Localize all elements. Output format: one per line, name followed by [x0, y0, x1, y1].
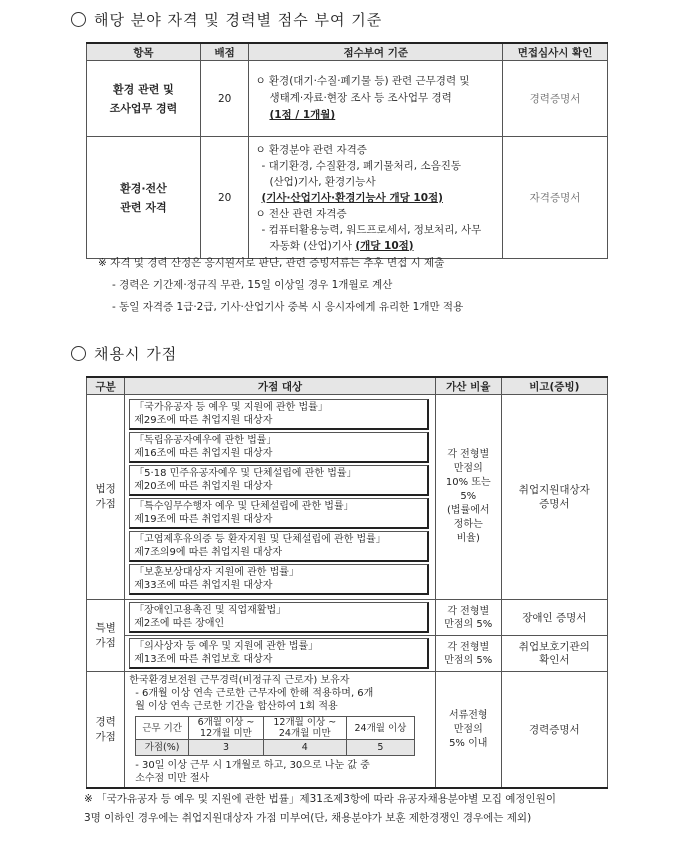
- career-rate: 서류전형 만점의 5% 이내: [435, 672, 501, 789]
- list-item: 「보훈보상대상자 지원에 관한 법률」 제33조에 따른 취업지원 대상자: [129, 564, 429, 595]
- section2-title: 채용시 가점: [71, 343, 177, 364]
- criteria-line: - 컴퓨터활용능력, 워드프로세서, 정보처리, 사무: [261, 223, 482, 236]
- list-item: 「독립유공자예우에 관한 법률」 제16조에 따른 취업지원 대상자: [129, 432, 429, 463]
- col-header-rate: 가산 비율: [435, 377, 501, 395]
- points-value: 3: [189, 740, 264, 756]
- col-header-note: 비고(증빙): [501, 377, 607, 395]
- special-item: 「장애인고용촉진 및 직업재활법」 제2조에 따른 장애인: [125, 600, 436, 636]
- criteria-line: (산업)기사, 환경기능사: [269, 175, 376, 188]
- points-value: 5: [346, 740, 415, 756]
- list-item: 「고엽제후유의증 등 환자지원 및 단체설립에 관한 법률」 제7조의9에 따른 취업지원 대상자: [129, 531, 429, 562]
- period-header: 12개월 이상 ~ 24개월 미만: [263, 717, 346, 740]
- table-row-special: [87, 600, 608, 636]
- row-criteria: [249, 137, 503, 259]
- period-header: 6개월 이상 ~ 12개월 미만: [189, 717, 264, 740]
- legal-items: [125, 395, 436, 600]
- row-verify: 자격증명서: [503, 137, 608, 259]
- table-row: [87, 137, 608, 259]
- row-criteria: [249, 61, 503, 137]
- career-note: 경력증명서: [501, 672, 607, 789]
- row-item: 환경·전산 관련 자격: [87, 137, 201, 259]
- criteria-line: ㅇ 환경(대기·수질·폐기물 등) 관련 근무경력 및: [255, 75, 470, 87]
- criteria-line: ㅇ 환경분야 관련 자격증: [255, 143, 367, 156]
- criteria-line: - 대기환경, 수질환경, 폐기물처리, 소음진동: [261, 159, 462, 172]
- col-header-criteria: 점수부여 기준: [249, 43, 503, 61]
- list-item: 「5·18 민주유공자예우 및 단체설립에 관한 법률」 제20조에 따른 취업지원 대상자: [129, 465, 429, 496]
- section1-title: 해당 분야 자격 및 경력별 점수 부여 기준: [71, 9, 382, 30]
- list-item: 「특수임무수행자 예우 및 단체설립에 관한 법률」 제19조에 따른 취업지원 대상자: [129, 498, 429, 529]
- career-detail: [125, 672, 436, 789]
- career-title: 한국환경보전원 근무경력(비정규직 근로자) 보유자: [129, 675, 350, 686]
- period-header: 근무 기간: [136, 717, 189, 740]
- table-row-special: [87, 636, 608, 672]
- criteria-line: 자동화 (산업)기사: [269, 239, 352, 252]
- special-rate: 각 전형별 만점의 5%: [435, 636, 501, 672]
- special-note: 장애인 증명서: [501, 600, 607, 636]
- footnote: ※ 「국가유공자 등 예우 및 지원에 관한 법률」제31조제3항에 따라 유공자채용분야별 모집 예정인원이 3명 이하인 경우에는 취업지원대상자 가점 미부여(단, 채용분야가 보훈 제한경쟁인 경우에는 제외): [84, 793, 556, 824]
- note-line: - 동일 자격증 1급·2급, 기사·산업기사 중복 시 응시자에게 유리한 1개만 적용: [112, 301, 464, 313]
- criteria-line: ㅇ 전산 관련 자격증: [255, 207, 347, 220]
- special-item: 「의사상자 등 예우 및 지원에 관한 법률」 제13조에 따른 취업보호 대상자: [125, 636, 436, 672]
- legal-rate: 각 전형별 만점의 10% 또는 5% (법률에서 정하는 비율): [435, 395, 501, 600]
- table-row-legal: [87, 395, 608, 600]
- notes: [98, 252, 463, 318]
- points-label: 가점(%): [136, 740, 189, 756]
- col-header-score: 배점: [200, 43, 249, 61]
- col-header-target: 가점 대상: [125, 377, 436, 395]
- career-points-table: [135, 716, 415, 756]
- list-item: 「국가유공자 등 예우 및 지원에 관한 법률」 제29조에 따른 취업지원 대상자: [129, 399, 429, 430]
- points-value: 4: [263, 740, 346, 756]
- legal-note: 취업지원대상자 증명서: [501, 395, 607, 600]
- criteria-line: 생태계·자료·현장 조사 등 조사업무 경력: [269, 92, 452, 104]
- bonus-points-table: [86, 376, 608, 789]
- score-criteria-table: [86, 42, 608, 259]
- row-score: 20: [200, 137, 249, 259]
- criteria-points: (기사·산업기사·환경기능사 개당 10점): [261, 191, 443, 204]
- row-item: 환경 관련 및 조사업무 경력: [87, 61, 201, 137]
- col-header-verify: 면접심사시 확인: [503, 43, 608, 61]
- criteria-points: (1점 / 1개월): [269, 109, 336, 121]
- table-row: [87, 61, 608, 137]
- category-label: 경력 가점: [87, 672, 125, 789]
- special-rate: 각 전형별 만점의 5%: [435, 600, 501, 636]
- row-score: 20: [200, 61, 249, 137]
- col-header-item: 항목: [87, 43, 201, 61]
- period-header: 24개월 이상: [346, 717, 415, 740]
- career-desc: - 6개월 이상 연속 근로한 근무자에 한해 적용하며, 6개 월 이상 연속 근로한 기간을 합산하여 1회 적용: [135, 688, 374, 712]
- circle-bullet-icon: [71, 12, 86, 27]
- note-line: - 경력은 기간제·정규직 무관, 15일 이상일 경우 1개월로 계산: [112, 279, 393, 291]
- circle-bullet-icon: [71, 346, 86, 361]
- criteria-points: (개당 10점): [355, 239, 414, 252]
- category-label: 법정 가점: [87, 395, 125, 600]
- table-row-career: [87, 672, 608, 789]
- note-line: ※ 자격 및 경력 산정은 응시원서로 판단, 관련 증빙서류는 추후 면접 시 제출: [98, 257, 445, 269]
- row-verify: 경력증명서: [503, 61, 608, 137]
- category-label: 특별 가점: [87, 600, 125, 672]
- col-header-category: 구분: [87, 377, 125, 395]
- career-tail: - 30일 이상 근무 시 1개월로 하고, 30으로 나눈 값 중 소수점 미만 절사: [135, 760, 370, 784]
- special-note: 취업보호기관의 확인서: [501, 636, 607, 672]
